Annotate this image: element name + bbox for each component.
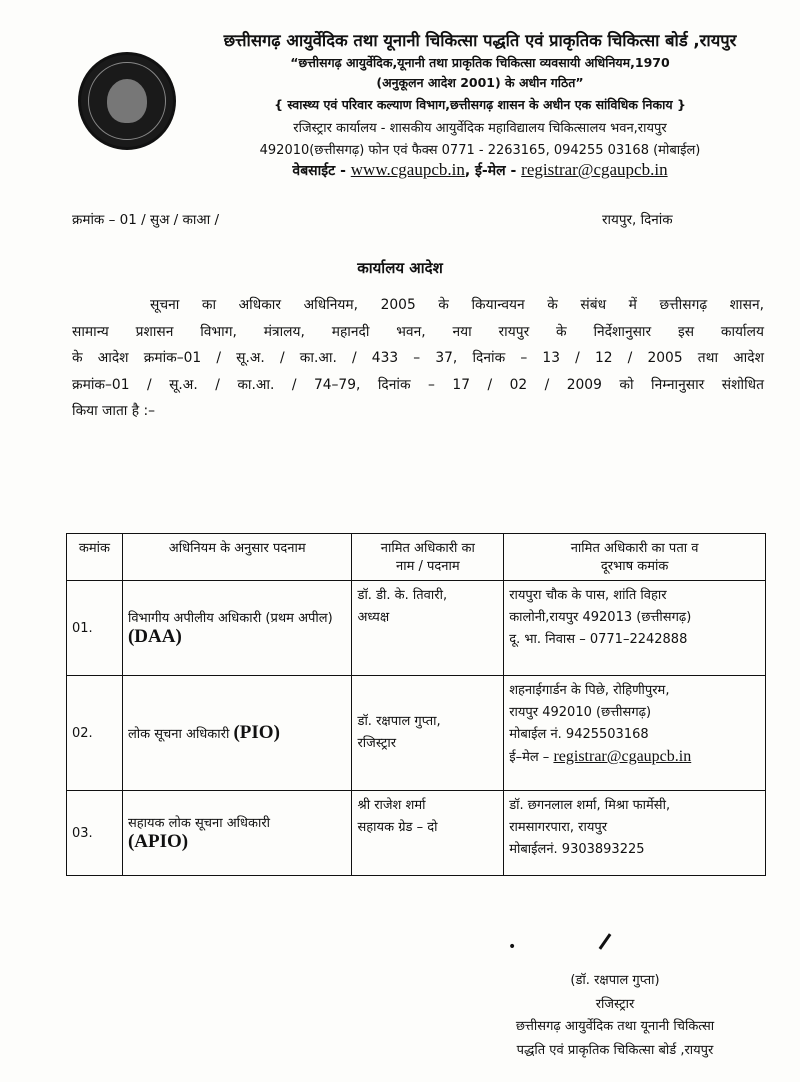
col-header-designation: अधिनियम के अनुसार पदनाम <box>122 534 352 581</box>
website-link[interactable]: www.cgaupcb.in <box>350 160 465 179</box>
col-header-officer: नामित अधिकारी का नाम / पदनाम <box>352 534 504 581</box>
body-line: के आदेश क्रमांक–01 / सू.अ. / का.आ. / 433 – 37, दिनांक – 13 / 12 / 2005 तथा आदेश <box>72 350 764 366</box>
signatory-org-line2: पद्धति एवं प्राकृतिक चिकित्सा बोर्ड ,रायपुर <box>516 1043 714 1058</box>
board-logo-emblem <box>78 52 176 150</box>
body-line: सामान्य प्रशासन विभाग, मंत्रालय, महानदी भवन, नया रायपुर के निर्देशानुसार इस कार्यालय <box>72 323 764 340</box>
col-header-address: नामित अधिकारी का पता व दूरभाष कमांक <box>504 534 766 581</box>
row-sn: 01. <box>67 581 123 676</box>
act-reference-line: “छत्तीसगढ़ आयुर्वेदिक,यूनानी तथा प्राकृतिक चिकित्सा व्यवसायी अधिनियम,1970 <box>290 55 670 70</box>
board-title: छत्तीसगढ़ आयुर्वेदिक तथा यूनानी चिकित्सा पद्धति एवं प्राकृतिक चिकित्सा बोर्ड ,रायपुर <box>223 31 737 50</box>
website-label: वेबसाईट - <box>292 163 351 179</box>
row-address: रायपुरा चौक के पास, शांति विहार कालोनी,रायपुर 492013 (छत्तीसगढ़) दू. भा. निवास – 0771–2242888 <box>504 581 766 676</box>
row-address: डॉ. छगनलाल शर्मा, मिश्रा फार्मेसी, रामसागरपारा, रायपुर मोबाईलनं. 9303893225 <box>504 791 766 876</box>
contact-phone-line: 492010(छत्तीसगढ़) फोन एवं फैक्स 0771 - 2263165, 094255 03168 (मोबाईल) <box>259 143 701 158</box>
table-header-row <box>67 534 766 581</box>
designated-officers-table <box>66 533 766 876</box>
order-subject-heading: कार्यालय आदेश <box>357 259 443 277</box>
body-line: किया जाता है :– <box>72 403 156 419</box>
web-contact-line <box>170 160 790 180</box>
order-body-paragraph <box>72 292 764 425</box>
col-header-sn: कमांक <box>67 534 123 581</box>
row-designation: विभागीय अपीलीय अधिकारी (प्रथम अपील) (DAA) <box>122 581 352 676</box>
row-officer: श्री राजेश शर्मा सहायक ग्रेड – दो <box>352 791 504 876</box>
signatory-org-line1: छत्तीसगढ़ आयुर्वेदिक तथा यूनानी चिकित्सा <box>515 1019 715 1034</box>
signature-stroke <box>599 933 612 949</box>
row-sn: 03. <box>67 791 123 876</box>
reference-number: क्रमांक – 01 / सुअ / काआ / <box>72 212 220 228</box>
email-link[interactable]: registrar@cgaupcb.in <box>521 160 668 179</box>
adaptation-order-line: (अनुकूलन आदेश 2001) के अधीन गठित” <box>376 75 584 90</box>
row-officer: डॉ. डी. के. तिवारी, अध्यक्ष <box>352 581 504 676</box>
table-row <box>67 791 766 876</box>
table-row <box>67 581 766 676</box>
table-row <box>67 676 766 791</box>
signature-dot: • <box>508 939 517 955</box>
row-sn: 02. <box>67 676 123 791</box>
body-line: क्रमांक–01 / सू.अ. / का.आ. / 74–79, दिनांक – 17 / 02 / 2009 को निम्नानुसार संशोधित <box>72 376 764 393</box>
office-address-line: रजिस्ट्रार कार्यालय - शासकीय आयुर्वेदिक महाविद्यालय चिकित्सालय भवन,रायपुर <box>293 121 667 136</box>
body-line: सूचना का अधिकार अधिनियम, 2005 के कियान्वयन के संबंध में छत्तीसगढ़ शासन, <box>150 297 764 313</box>
email-label: , ई-मेल - <box>464 163 522 179</box>
place-date-line: रायपुर, दिनांक <box>602 212 673 228</box>
signatory-name: (डॉ. रक्षपाल गुप्ता) <box>570 973 660 988</box>
row-officer: डॉ. रक्षपाल गुप्ता, रजिस्ट्रार <box>352 676 504 791</box>
statutory-body-line: { स्वास्थ्य एवं परिवार कल्याण विभाग,छत्तीसगढ़ शासन के अधीन एक सांविधिक निकाय } <box>274 97 686 112</box>
signatory-designation: रजिस्ट्रार <box>595 997 635 1012</box>
row-designation: लोक सूचना अधिकारी (PIO) <box>122 676 352 791</box>
row-address: शहनाईगार्डन के पिछे, रोहिणीपुरम, रायपुर 492010 (छत्तीसगढ़) मोबाईल नं. 9425503168 ई–मेल – registrar@cgaupcb.in <box>504 676 766 791</box>
row-email-link[interactable]: registrar@cgaupcb.in <box>553 748 692 765</box>
row-designation: सहायक लोक सूचना अधिकारी (APIO) <box>122 791 352 876</box>
